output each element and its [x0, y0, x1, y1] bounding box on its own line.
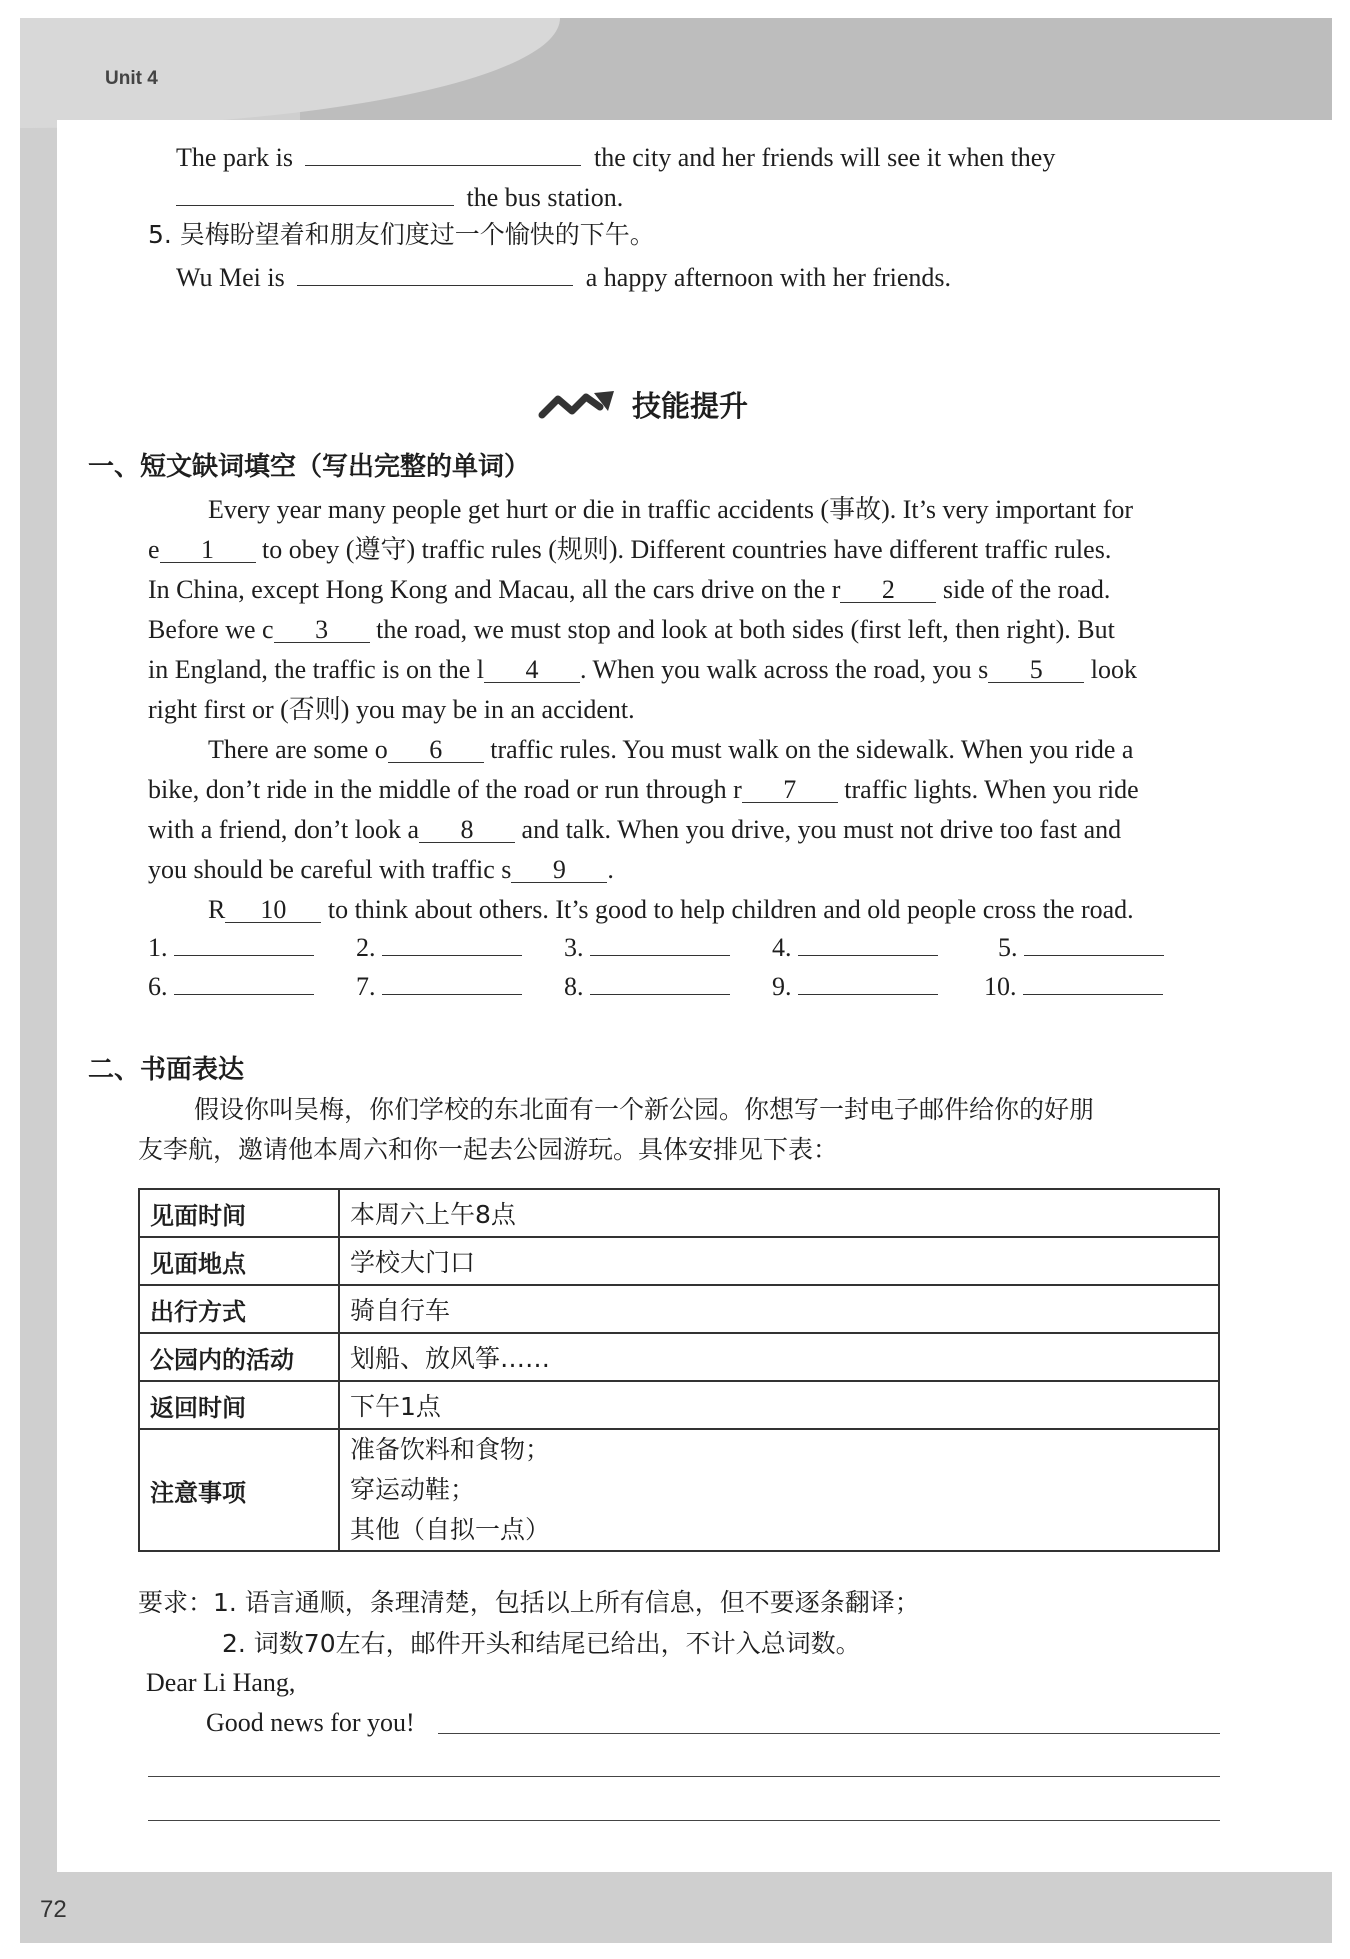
answer-slot[interactable]: 5. [998, 933, 1164, 963]
passage-line: There are some o 6 traffic rules. You must walk on the sidewalk. When you ride a [208, 735, 1134, 764]
answer-slot[interactable]: 3. [564, 933, 730, 963]
table-row: 出行方式 骑自行车 [139, 1285, 1219, 1333]
passage-line: right first or (否则) you may be in an accident. [148, 695, 635, 724]
answer-slot[interactable]: 8. [564, 972, 730, 1002]
table-row: 见面地点 学校大门口 [139, 1237, 1219, 1285]
requirement-2: 2. 词数70左右，邮件开头和结尾已给出，不计入总词数。 [222, 1629, 861, 1658]
page-number: 72 [40, 1896, 67, 1923]
email-greeting: Dear Li Hang, [146, 1668, 296, 1697]
answer-slot[interactable]: 1. [148, 933, 314, 963]
section2-heading: 二、书面表达 [88, 1055, 245, 1085]
requirement-1: 要求：1. 语言通顺，条理清楚，包括以上所有信息，但不要逐条翻译； [138, 1588, 920, 1617]
cloze-blank-4[interactable]: 4 [484, 658, 580, 683]
answer-blank[interactable] [305, 143, 581, 166]
table-row: 返回时间 下午1点 [139, 1381, 1219, 1429]
passage-line: in England, the traffic is on the l 4 . When you walk across the road, you s 5 look [148, 655, 1137, 684]
writing-line[interactable] [148, 1776, 1220, 1777]
q4-line1: The park is the city and her friends will see it when they [176, 143, 1056, 172]
q5-line: Wu Mei is a happy afternoon with her friends. [176, 263, 952, 292]
answer-row-2 [148, 972, 1208, 1004]
passage-line: In China, except Hong Kong and Macau, all the cars drive on the r 2 side of the road. [148, 575, 1111, 604]
passage-line: R 10 to think about others. It’s good to help children and old people cross the road. [208, 895, 1134, 924]
cloze-blank-8[interactable]: 8 [419, 818, 515, 843]
section1-heading: 一、短文缺词填空（写出完整的单词） [88, 452, 531, 482]
writing-line[interactable] [148, 1820, 1220, 1821]
writing-line[interactable] [438, 1733, 1220, 1734]
zigzag-arrow-icon [538, 387, 618, 423]
passage-line: Before we c 3 the road, we must stop and look at both sides (first left, then right). But [148, 615, 1115, 644]
q5-chinese: 5. 吴梅盼望着和朋友们度过一个愉快的下午。 [148, 220, 655, 249]
cloze-blank-10[interactable]: 10 [225, 898, 321, 923]
table-row: 见面时间 本周六上午8点 [139, 1189, 1219, 1237]
passage-line: bike, don’t ride in the middle of the road or run through r 7 traffic lights. When you ride [148, 775, 1139, 804]
answer-slot[interactable]: 10. [984, 972, 1163, 1002]
email-opening: Good news for you! [206, 1708, 415, 1737]
answer-slot[interactable]: 2. [356, 933, 522, 963]
answer-blank[interactable] [176, 183, 454, 206]
cloze-blank-5[interactable]: 5 [988, 658, 1084, 683]
cloze-blank-2[interactable]: 2 [840, 578, 936, 603]
answer-slot[interactable]: 9. [772, 972, 938, 1002]
q4-line2: the bus station. [176, 183, 623, 211]
skills-section-title: 技能提升 [538, 384, 748, 425]
passage-line: e 1 to obey (遵守) traffic rules (规则). Different countries have different traffic rules. [148, 535, 1112, 564]
answer-blank[interactable] [297, 263, 573, 286]
answer-row-1 [148, 933, 1208, 965]
cloze-passage [148, 490, 1218, 930]
table-row: 注意事项 准备饮料和食物； 穿运动鞋； 其他（自拟一点） [139, 1429, 1219, 1551]
passage-line: with a friend, don’t look a 8 and talk. When you drive, you must not drive too fast and [148, 815, 1122, 844]
passage-line: Every year many people get hurt or die in traffic accidents (事故). It’s very important for [208, 495, 1134, 524]
cloze-blank-6[interactable]: 6 [388, 738, 484, 763]
passage-line: you should be careful with traffic s 9 . [148, 855, 614, 884]
writing-prompt: 假设你叫吴梅，你们学校的东北面有一个新公园。你想写一封电子邮件给你的好朋 友李航，邀请他本周六和你一起去公园游玩。具体安排见下表： [138, 1095, 1095, 1164]
cloze-blank-1[interactable]: 1 [160, 538, 256, 563]
cloze-blank-3[interactable]: 3 [274, 618, 370, 643]
cloze-blank-9[interactable]: 9 [511, 858, 607, 883]
arrangement-table [138, 1188, 1220, 1552]
answer-slot[interactable]: 6. [148, 972, 314, 1002]
cloze-blank-7[interactable]: 7 [742, 778, 838, 803]
answer-slot[interactable]: 4. [772, 933, 938, 963]
answer-slot[interactable]: 7. [356, 972, 522, 1002]
table-row: 公园内的活动 划船、放风筝…… [139, 1333, 1219, 1381]
unit-label: Unit 4 [105, 68, 158, 89]
